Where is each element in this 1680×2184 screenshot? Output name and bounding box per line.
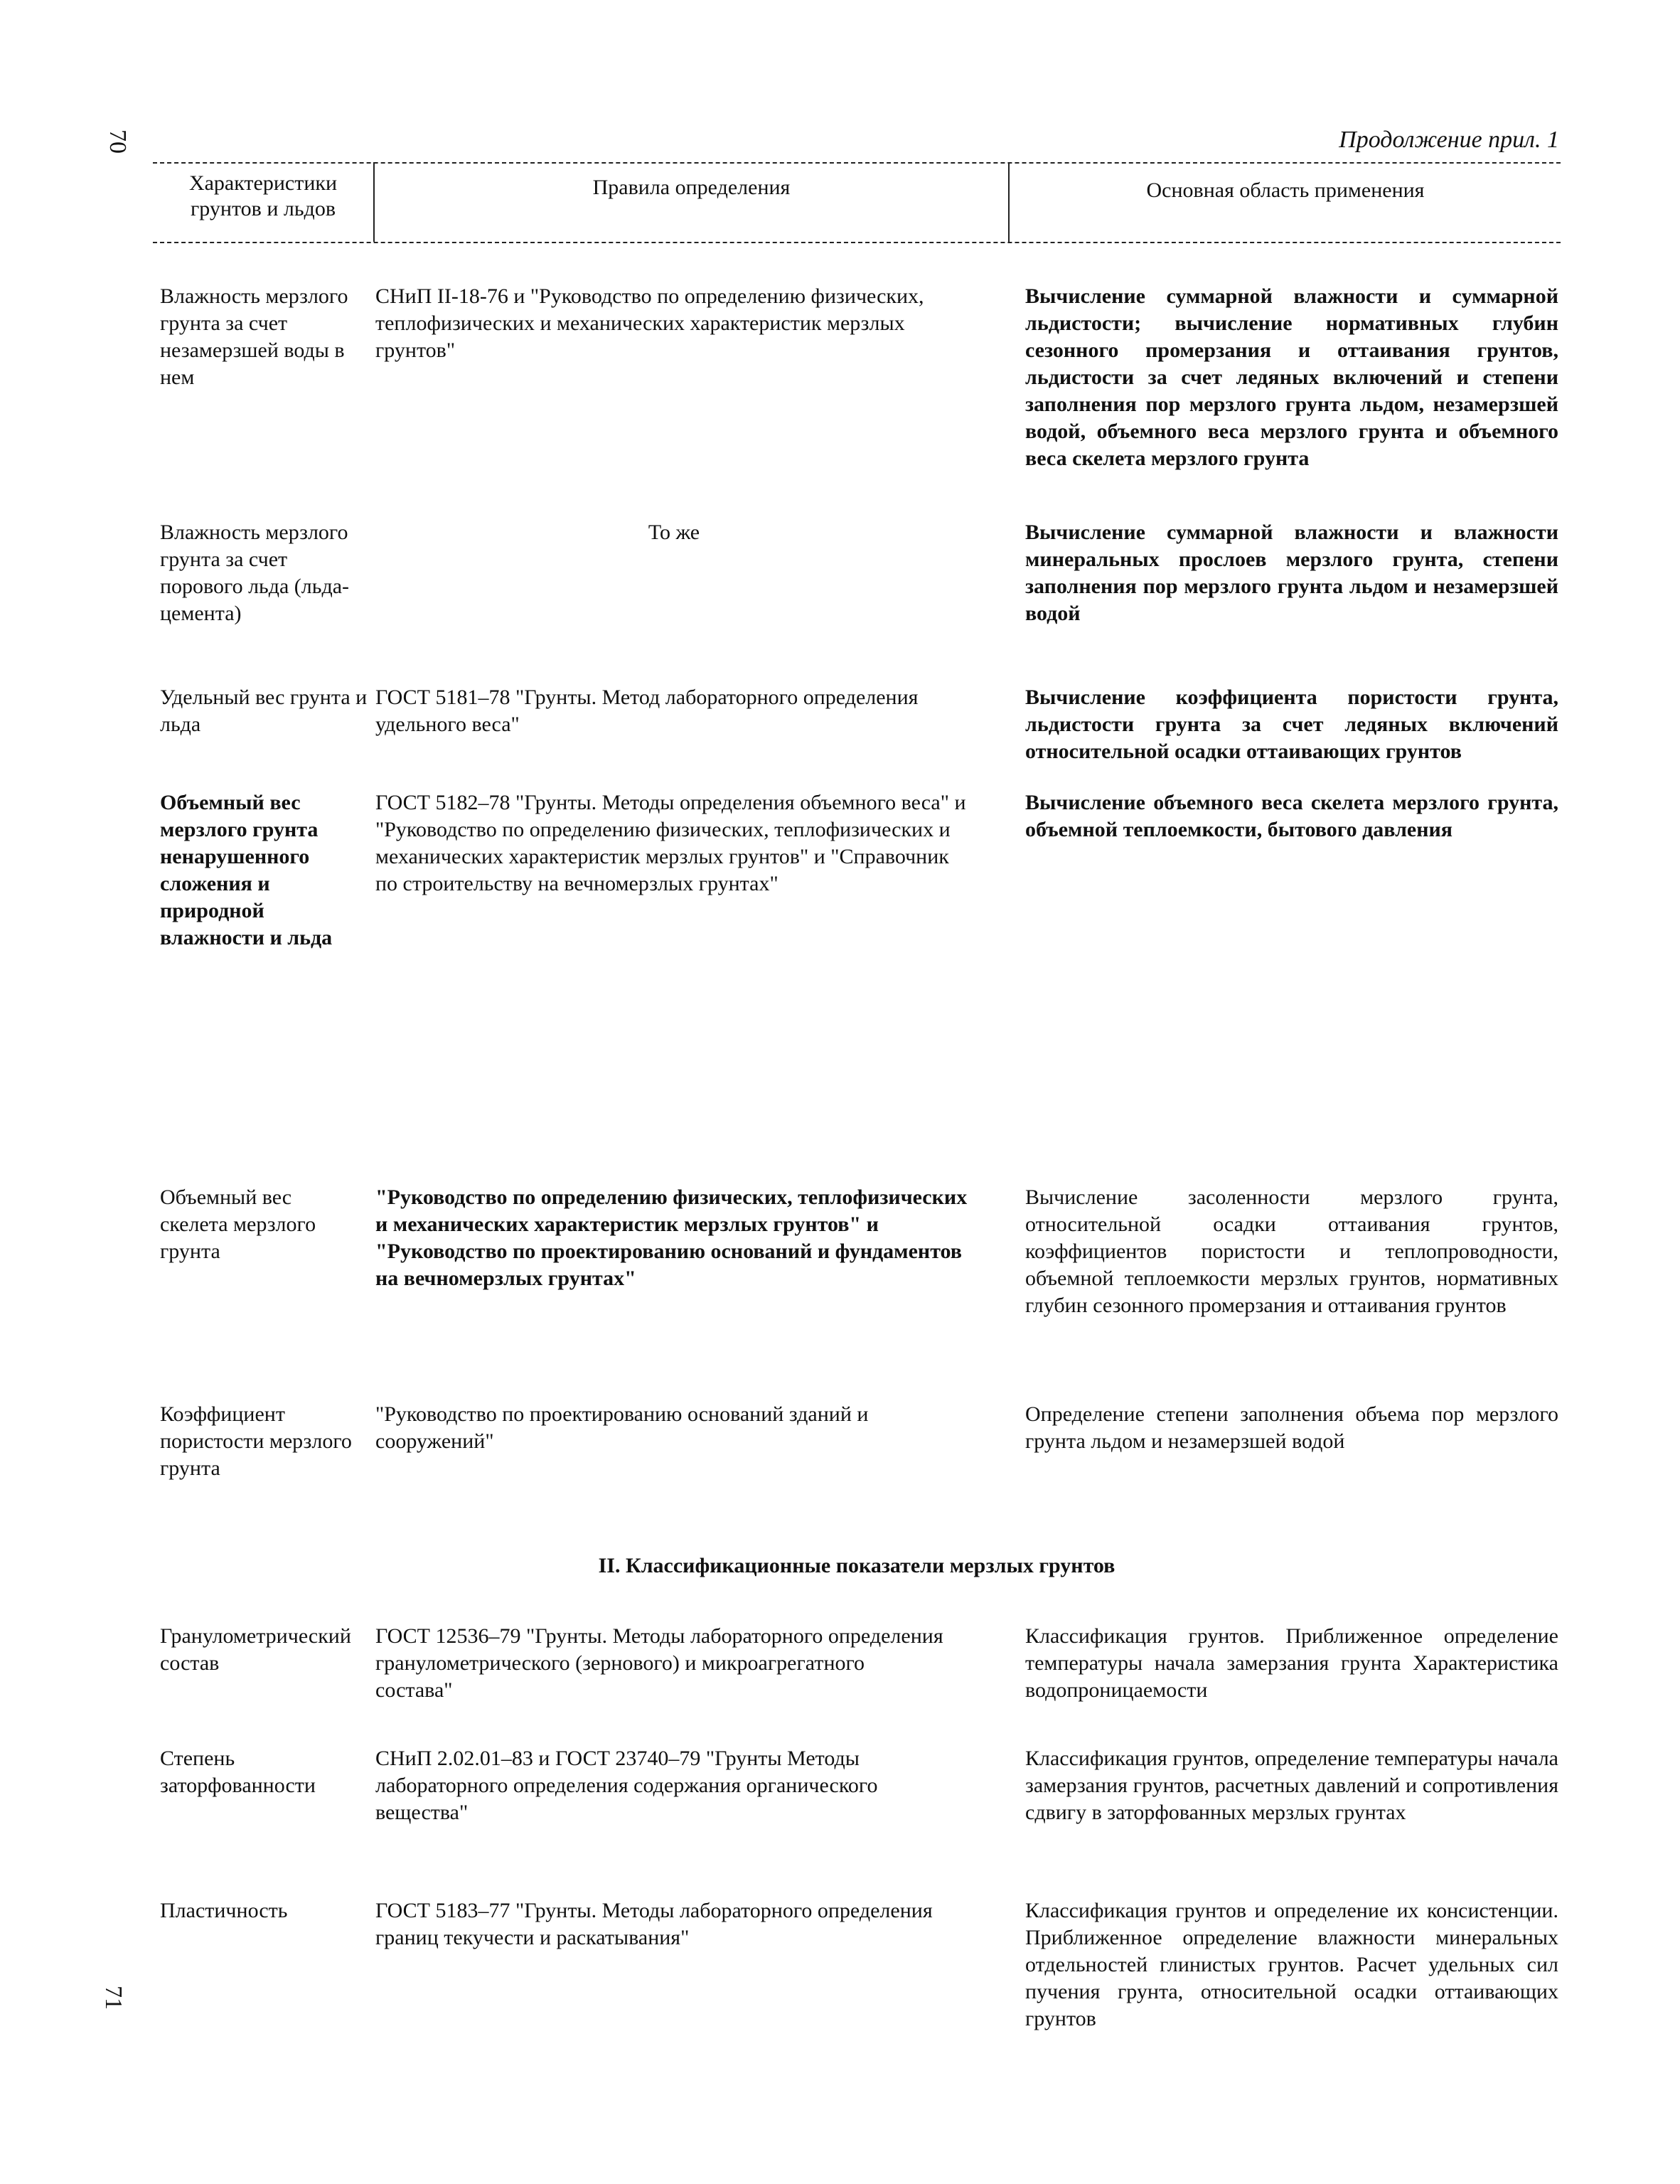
page-number-top: 70	[105, 129, 131, 154]
row-rules: "Руководство по определению физических, теплофизических и механических характеристик мерзлых грунтов" и "Руководство по проектированию оснований и фундаментов на вечномерзлых грунтах"	[375, 1186, 968, 1290]
row-application: Классификация грунтов и определение их консистенции. Приближенное определение влажности минеральных отдельностей глинистых грунтов. Расчет удельных сил пучения грунта, относительной осадки оттаивающих грунтов	[1025, 1899, 1558, 2030]
row-application: Определение степени заполнения объема пор мерзлого грунта льдом и незамерзшей водой	[1025, 1402, 1558, 1453]
row-rules: ГОСТ 5183–77 "Грунты. Методы лабораторного определения границ текучести и раскатывания"	[375, 1899, 933, 1949]
section-title: II. Классификационные показатели мерзлых грунтов	[598, 1554, 1115, 1577]
row-application: Классификация грунтов. Приближенное определение температуры начала замерзания грунта Характеристика водопроницаемости	[1025, 1624, 1558, 1702]
header-separator	[373, 162, 375, 242]
header-separator	[1008, 162, 1010, 242]
row-rules: То же	[648, 521, 700, 544]
row-rules: СНиП 2.02.01–83 и ГОСТ 23740–79 "Грунты Методы лабораторного определения содержания органического вещества"	[375, 1747, 878, 1824]
row-characteristic: Гранулометрический состав	[160, 1624, 351, 1675]
row-characteristic: Удельный вес грунта и льда	[160, 686, 368, 736]
header-characteristics: Характеристики грунтов и льдов	[188, 171, 338, 220]
row-application: Классификация грунтов, определение температуры начала замерзания грунтов, расчетных давлений и сопротивления сдвигу в заторфованных мерзлых грунтах	[1025, 1747, 1558, 1824]
row-characteristic: Пластичность	[160, 1899, 288, 1922]
row-application: Вычисление объемного веса скелета мерзлого грунта, объемной теплоемкости, бытового давления	[1025, 791, 1558, 841]
header-top-rule	[153, 162, 1561, 164]
row-application: Вычисление суммарной влажности и суммарной льдистости; вычисление нормативных глубин сезонного промерзания и оттаивания грунтов, льдистости за счет ледяных включений и степени заполнения пор мерзлого грунта льдом, незамерзшей водой, объемного веса мерзлого грунта и объемного веса скелета мерзлого грунта	[1025, 284, 1558, 470]
row-characteristic: Влажность мерзлого грунта за счет незамерзшей воды в нем	[160, 284, 348, 389]
page-number-bottom: 71	[100, 1986, 127, 2010]
row-application: Вычисление засоленности мерзлого грунта, относительной осадки оттаивания грунтов, коэффициентов пористости и теплопроводности, объемной теплоемкости мерзлых грунтов, нормативных глубин сезонного промерзания и оттаивания грунтов	[1025, 1186, 1558, 1317]
row-application: Вычисление суммарной влажности и влажности минеральных прослоев мерзлого грунта, степени заполнения пор мерзлого грунта льдом и незамерзшей водой	[1025, 521, 1558, 625]
header-application: Основная область применения	[1146, 179, 1425, 202]
row-characteristic: Объемный вес мерзлого грунта ненарушенного сложения и природной влажности и льда	[160, 791, 333, 949]
row-rules: ГОСТ 12536–79 "Грунты. Методы лабораторного определения гранулометрического (зернового) и микроагрегатного состава"	[375, 1624, 943, 1702]
row-characteristic: Коэффициент пористости мерзлого грунта	[160, 1402, 352, 1480]
row-rules: ГОСТ 5181–78 "Грунты. Метод лабораторного определения удельного веса"	[375, 686, 919, 736]
header-rules: Правила определения	[592, 176, 791, 199]
row-rules: СНиП II-18-76 и "Руководство по определению физических, теплофизических и механических характеристик мерзлых грунтов"	[375, 284, 924, 362]
row-rules: "Руководство по проектированию оснований зданий и сооружений"	[375, 1402, 869, 1453]
row-application: Вычисление коэффициента пористости грунта, льдистости грунта за счет ледяных включений относительной осадки оттаивающих грунтов	[1025, 686, 1558, 763]
row-rules: ГОСТ 5182–78 "Грунты. Методы определения объемного веса" и "Руководство по определению физических, теплофизических и механических характеристик мерзлых грунтов" и "Справочник по строительству на вечномерзлых грунтах"	[375, 791, 966, 895]
row-characteristic: Степень заторфованности	[160, 1747, 316, 1797]
row-characteristic: Влажность мерзлого грунта за счет порового льда (льда-цемента)	[160, 521, 350, 625]
header-bottom-rule	[153, 242, 1561, 243]
row-characteristic: Объемный вес скелета мерзлого грунта	[160, 1186, 316, 1263]
continuation-label: Продолжение прил. 1	[1339, 127, 1559, 153]
